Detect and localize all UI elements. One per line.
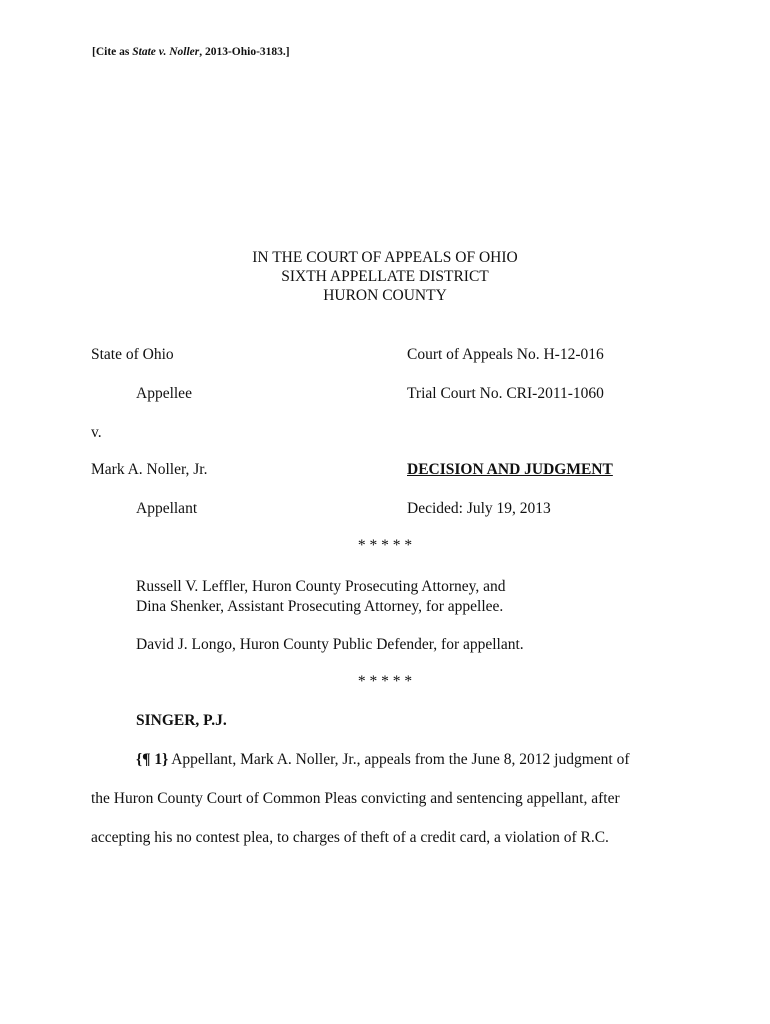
citation-case-name: State v. Noller [132, 46, 200, 58]
court-district: SIXTH APPELLATE DISTRICT [281, 268, 489, 285]
party-appellant-role: Appellant [136, 500, 198, 517]
citation-header [92, 46, 290, 58]
citation-suffix: , 2013-Ohio-3183.] [199, 46, 290, 58]
citation-prefix: [Cite as [92, 46, 133, 58]
court-name: IN THE COURT OF APPEALS OF OHIO [252, 249, 518, 266]
counsel-appellee-line-1: Russell V. Leffler, Huron County Prosecuting Attorney, and [136, 578, 506, 595]
opinion-line-1-text: Appellant, Mark A. Noller, Jr., appeals from the June 8, 2012 judgment of [168, 751, 630, 768]
section-separator: * * * * * [357, 537, 413, 554]
versus-label: v. [91, 424, 102, 441]
counsel-appellee-line-2: Dina Shenker, Assistant Prosecuting Attorney, for appellee. [136, 598, 504, 615]
opinion-paragraph-line-1 [136, 751, 630, 769]
paragraph-marker: {¶ 1} [136, 751, 169, 768]
decision-title: DECISION AND JUDGMENT [407, 461, 613, 478]
opinion-author: SINGER, P.J. [136, 712, 227, 729]
party-appellee-role: Appellee [136, 385, 192, 402]
decided-date: Decided: July 19, 2013 [407, 500, 551, 517]
section-separator: * * * * * [357, 673, 413, 690]
opinion-paragraph-line-2: the Huron County Court of Common Pleas convicting and sentencing appellant, after [91, 790, 620, 807]
opinion-paragraph-line-3: accepting his no contest plea, to charges of theft of a credit card, a violation of R.C. [91, 829, 609, 846]
trial-case-number: Trial Court No. CRI-2011-1060 [407, 385, 604, 402]
party-appellant-name: Mark A. Noller, Jr. [91, 461, 208, 478]
appeals-case-number: Court of Appeals No. H-12-016 [407, 346, 604, 363]
court-county: HURON COUNTY [323, 287, 447, 304]
party-appellee-name: State of Ohio [91, 346, 174, 363]
counsel-appellant-line: David J. Longo, Huron County Public Defender, for appellant. [136, 636, 524, 653]
